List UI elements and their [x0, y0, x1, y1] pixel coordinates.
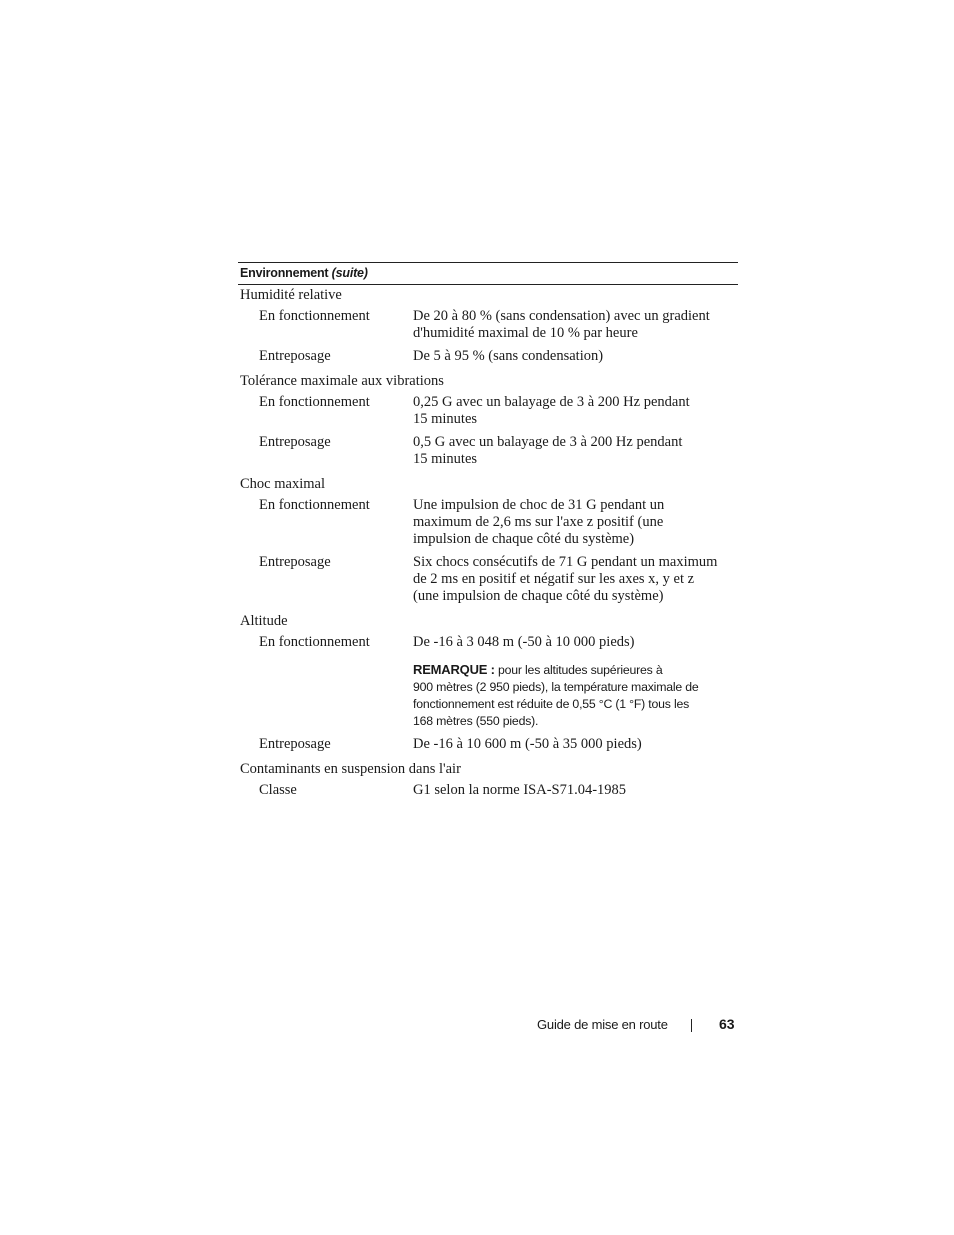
- row-label: Entreposage: [259, 554, 331, 570]
- table-row: [240, 394, 738, 434]
- note-label: REMARQUE :: [413, 662, 495, 677]
- row-label: Entreposage: [259, 434, 331, 450]
- note-line: 168 mètres (550 pieds).: [413, 714, 539, 728]
- section-contaminants: [238, 759, 738, 805]
- section-title: Humidité relative: [240, 287, 342, 303]
- row-value: Six chocs consécutifs de 71 G pendant un maximum de 2 ms en positif et négatif sur les axes x, y et z (une impulsion de chaque côté du système): [413, 554, 718, 604]
- row-value-line: 15 minutes: [413, 411, 478, 427]
- section-shock: [238, 474, 738, 611]
- table-row: [240, 782, 738, 805]
- row-value: [413, 634, 723, 730]
- note: [413, 661, 723, 730]
- row-value: De 20 à 80 % (sans condensation) avec un gradient d'humidité maximal de 10 % par heure: [413, 308, 710, 341]
- footer-guide-title: Guide de mise en route: [537, 1017, 668, 1032]
- table-row: [240, 434, 738, 474]
- row-value-line: 15 minutes: [413, 451, 478, 467]
- section-title: Altitude: [240, 613, 288, 629]
- section-altitude: [238, 611, 738, 759]
- table-row: [240, 497, 738, 554]
- page-number: 63: [719, 1016, 735, 1032]
- table-header: [238, 262, 738, 285]
- row-value: [413, 434, 723, 468]
- row-label: En fonctionnement: [259, 308, 370, 324]
- note-line: 900 mètres (2 950 pieds), la température maximale de: [413, 680, 699, 694]
- footer-separator: [691, 1019, 692, 1032]
- table-row: [240, 736, 738, 759]
- row-value: G1 selon la norme ISA-S71.04-1985: [413, 782, 627, 798]
- row-value: Une impulsion de choc de 31 G pendant un maximum de 2,6 ms sur l'axe z positif (une impulsion de chaque côté du système): [413, 497, 665, 547]
- page-footer: [537, 1015, 737, 1035]
- section-vibration: [238, 371, 738, 474]
- table-title: Environnement: [240, 266, 329, 280]
- row-value-text: De -16 à 3 048 m (-50 à 10 000 pieds): [413, 634, 635, 650]
- note-line: pour les altitudes supérieures à: [498, 663, 663, 677]
- section-title: Tolérance maximale aux vibrations: [240, 373, 444, 389]
- row-value: [413, 394, 723, 428]
- note-line: fonctionnement est réduite de 0,55 °C (1 °F) tous les: [413, 697, 690, 711]
- row-value-line: 0,5 G avec un balayage de 3 à 200 Hz pendant: [413, 434, 683, 450]
- table-row: [240, 308, 738, 348]
- row-value-line: 0,25 G avec un balayage de 3 à 200 Hz pendant: [413, 394, 690, 410]
- row-value: De -16 à 10 600 m (-50 à 35 000 pieds): [413, 736, 642, 752]
- table-row: [240, 634, 738, 736]
- spec-table: [238, 262, 738, 805]
- row-label: En fonctionnement: [259, 497, 370, 513]
- section-title: Choc maximal: [240, 476, 325, 492]
- row-label: En fonctionnement: [259, 634, 370, 650]
- section-humidity: [238, 285, 738, 371]
- row-label: Entreposage: [259, 736, 331, 752]
- table-title-suffix: (suite): [331, 266, 368, 280]
- row-label: En fonctionnement: [259, 394, 370, 410]
- row-value: De 5 à 95 % (sans condensation): [413, 348, 604, 364]
- section-title: Contaminants en suspension dans l'air: [240, 761, 461, 777]
- row-label: Classe: [259, 782, 297, 798]
- row-label: Entreposage: [259, 348, 331, 364]
- table-row: [240, 348, 738, 371]
- table-row: [240, 554, 738, 611]
